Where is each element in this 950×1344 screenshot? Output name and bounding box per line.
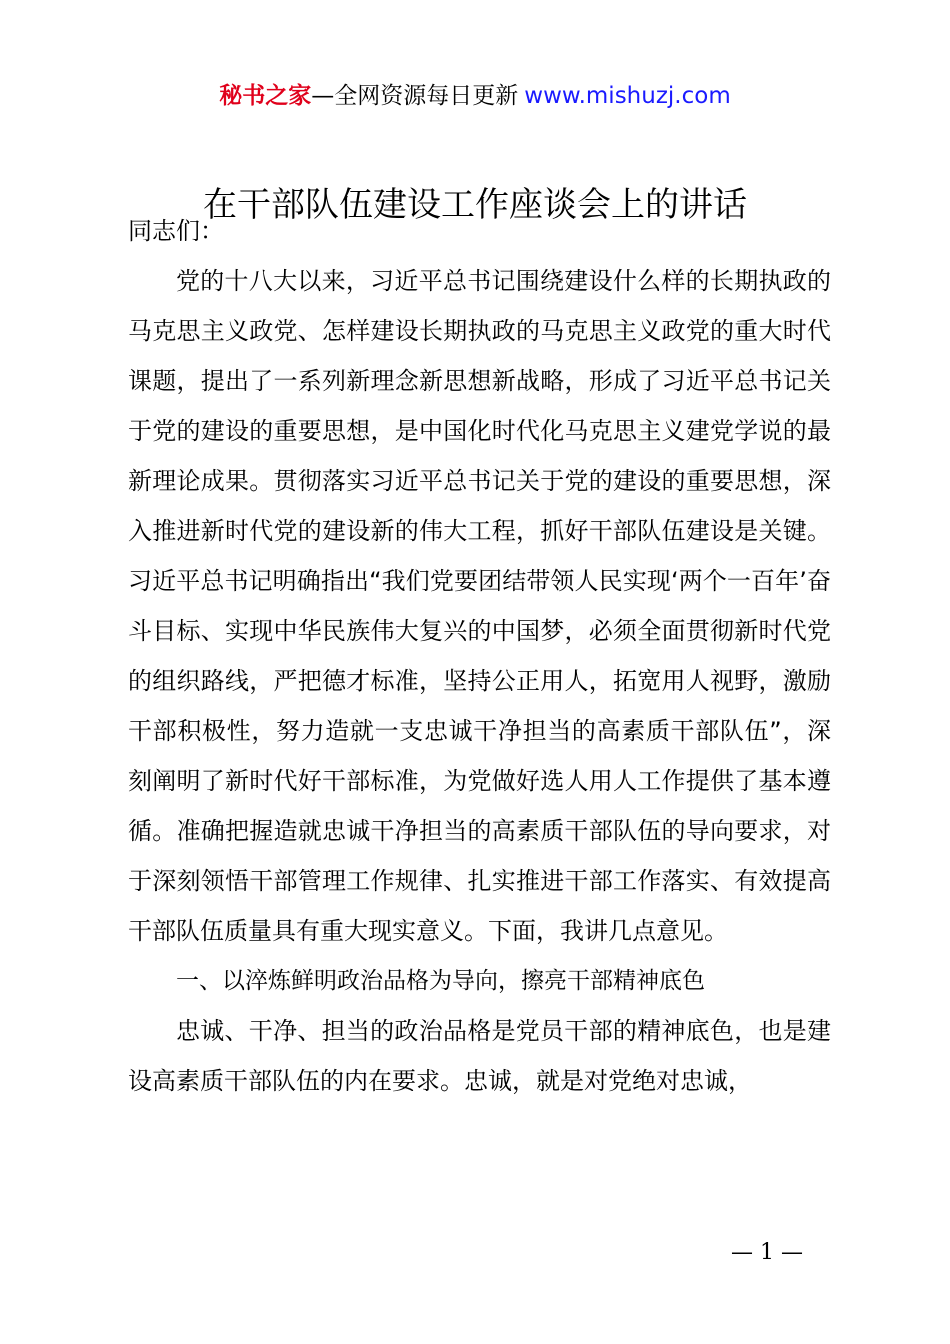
site-url-link[interactable]: www.mishuzj.com	[524, 83, 731, 109]
site-header	[0, 80, 950, 112]
page-number: — 1 —	[731, 1240, 803, 1265]
document-body	[128, 206, 831, 1106]
section-1-paragraph: 忠诚、干净、担当的政治品格是党员干部的精神底色，也是建设高素质干部队伍的内在要求。忠诚，就是对党绝对忠诚，	[128, 1017, 831, 1095]
header-tagline: —全网资源每日更新	[311, 83, 519, 109]
intro-paragraph: 党的十八大以来，习近平总书记围绕建设什么样的长期执政的马克思主义政党、怎样建设长期执政的马克思主义政党的重大时代课题，提出了一系列新理念新思想新战略，形成了习近平总书记关于党的建设的重要思想，是中国化时代化马克思主义建党学说的最新理论成果。贯彻落实习近平总书记关于党的建设的重要思想，深入推进新时代党的建设新的伟大工程，抓好干部队伍建设是关键。习近平总书记明确指出“我们党要团结带领人民实现‘两个一百年’奋斗目标、实现中华民族伟大复兴的中国梦，必须全面贯彻新时代党的组织路线，严把德才标准，坚持公正用人，拓宽用人视野，激励干部积极性，努力造就一支忠诚干净担当的高素质干部队伍”，深刻阐明了新时代好干部标准，为党做好选人用人工作提供了基本遵循。准确把握造就忠诚干净担当的高素质干部队伍的导向要求，对于深刻领悟干部管理工作规律、扎实推进干部工作落实、有效提高干部队伍质量具有重大现实意义。下面，我讲几点意见。	[128, 267, 831, 945]
section-heading-1: 一、以淬炼鲜明政治品格为导向，擦亮干部精神底色	[176, 968, 705, 994]
document-title: 在干部队伍建设工作座谈会上的讲话	[203, 185, 747, 225]
brand-name: 秘书之家	[219, 83, 312, 109]
salutation: 同志们：	[128, 217, 224, 245]
